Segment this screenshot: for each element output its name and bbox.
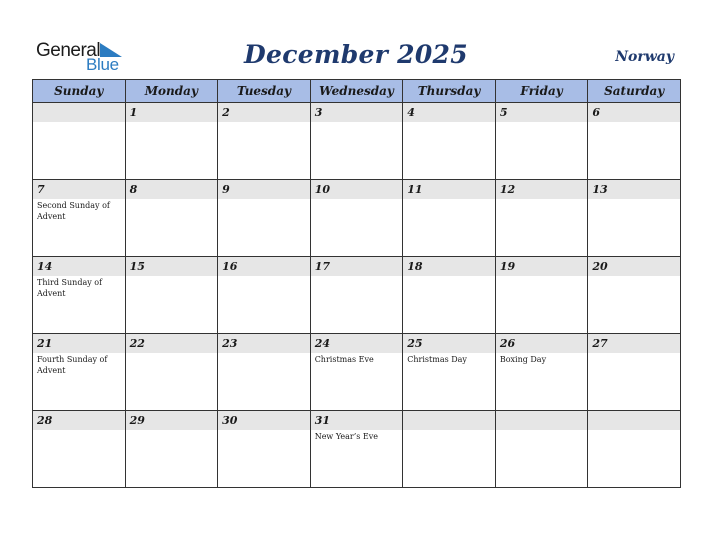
- day-cell: [495, 257, 588, 334]
- weekday-header: Tuesday: [218, 80, 311, 103]
- week-row: [33, 411, 681, 488]
- day-cell: [403, 103, 496, 180]
- day-number: 12: [496, 180, 588, 199]
- week-row: [33, 257, 681, 334]
- day-cell: [588, 411, 681, 488]
- day-number: 14: [33, 257, 125, 276]
- day-number: [496, 411, 588, 430]
- event-label: [33, 122, 125, 123]
- day-number: 1: [126, 103, 218, 122]
- day-number: [588, 411, 680, 430]
- day-cell: [218, 411, 311, 488]
- day-cell: [495, 411, 588, 488]
- day-cell: [125, 411, 218, 488]
- day-number: 19: [496, 257, 588, 276]
- event-label: [496, 276, 588, 277]
- day-cell: [33, 180, 126, 257]
- day-cell: [403, 180, 496, 257]
- day-number: 3: [311, 103, 403, 122]
- event-label: [311, 122, 403, 123]
- event-label: [403, 199, 495, 200]
- day-cell: [218, 334, 311, 411]
- day-number: 6: [588, 103, 680, 122]
- day-number: 22: [126, 334, 218, 353]
- day-number: 15: [126, 257, 218, 276]
- day-cell: [33, 334, 126, 411]
- event-label: [496, 430, 588, 431]
- event-label: Third Sunday of Advent: [37, 278, 103, 298]
- day-number: 10: [311, 180, 403, 199]
- day-number: 13: [588, 180, 680, 199]
- day-cell: [125, 103, 218, 180]
- logo-general-text: General: [36, 40, 101, 61]
- event-label: [588, 276, 680, 277]
- week-row: [33, 180, 681, 257]
- day-number: 28: [33, 411, 125, 430]
- day-cell: [588, 103, 681, 180]
- calendar-title: December 2025: [244, 40, 468, 69]
- day-cell: [495, 180, 588, 257]
- day-number: 25: [403, 334, 495, 353]
- event-label: [311, 199, 403, 200]
- day-cell: [403, 334, 496, 411]
- event-label: [588, 122, 680, 123]
- day-cell: [125, 180, 218, 257]
- event-label: [126, 276, 218, 277]
- event-label: [33, 430, 125, 431]
- day-cell: [218, 257, 311, 334]
- day-number: [403, 411, 495, 430]
- day-cell: [403, 257, 496, 334]
- day-number: 16: [218, 257, 310, 276]
- day-number: 9: [218, 180, 310, 199]
- event-label: [496, 122, 588, 123]
- day-number: 29: [126, 411, 218, 430]
- day-cell: [310, 180, 403, 257]
- event-label: [126, 353, 218, 354]
- day-number: 5: [496, 103, 588, 122]
- day-number: [33, 103, 125, 122]
- day-number: 24: [311, 334, 403, 353]
- day-number: 8: [126, 180, 218, 199]
- day-cell: [33, 257, 126, 334]
- event-label: Second Sunday of Advent: [37, 201, 110, 221]
- day-cell: [33, 411, 126, 488]
- day-cell: [403, 411, 496, 488]
- day-number: 31: [311, 411, 403, 430]
- weekday-header-row: [33, 80, 681, 103]
- event-label: Boxing Day: [499, 355, 547, 364]
- country-label: Norway: [615, 49, 674, 65]
- event-label: Christmas Day: [407, 355, 467, 364]
- event-label: [403, 430, 495, 431]
- event-label: [403, 276, 495, 277]
- day-number: 27: [588, 334, 680, 353]
- event-label: [403, 122, 495, 123]
- day-number: 18: [403, 257, 495, 276]
- day-cell: [310, 334, 403, 411]
- day-cell: [495, 103, 588, 180]
- weekday-header: Monday: [125, 80, 218, 103]
- event-label: [218, 430, 310, 431]
- day-cell: [125, 334, 218, 411]
- day-number: 26: [496, 334, 588, 353]
- week-row: [33, 334, 681, 411]
- logo-blue-text: Blue: [86, 55, 119, 74]
- day-number: 20: [588, 257, 680, 276]
- day-cell: [495, 334, 588, 411]
- day-cell: [310, 103, 403, 180]
- event-label: [218, 276, 310, 277]
- day-number: 7: [33, 180, 125, 199]
- day-cell: [588, 334, 681, 411]
- day-number: 30: [218, 411, 310, 430]
- event-label: [218, 199, 310, 200]
- day-cell: [588, 180, 681, 257]
- event-label: [588, 199, 680, 200]
- day-cell: [218, 180, 311, 257]
- weekday-header: Friday: [495, 80, 588, 103]
- event-label: [126, 122, 218, 123]
- day-number: 2: [218, 103, 310, 122]
- weekday-header: Sunday: [33, 80, 126, 103]
- week-row: [33, 103, 681, 180]
- event-label: [126, 199, 218, 200]
- weekday-header: Wednesday: [310, 80, 403, 103]
- day-number: 4: [403, 103, 495, 122]
- event-label: Fourth Sunday of Advent: [37, 355, 108, 375]
- day-cell: [310, 411, 403, 488]
- event-label: New Year’s Eve: [314, 432, 379, 441]
- day-cell: [33, 103, 126, 180]
- day-cell: [125, 257, 218, 334]
- event-label: [218, 353, 310, 354]
- calendar-grid: [32, 79, 681, 488]
- event-label: [588, 353, 680, 354]
- event-label: Christmas Eve: [314, 355, 374, 364]
- day-number: 17: [311, 257, 403, 276]
- event-label: [126, 430, 218, 431]
- event-label: [588, 430, 680, 431]
- day-number: 21: [33, 334, 125, 353]
- day-cell: [310, 257, 403, 334]
- day-number: 11: [403, 180, 495, 199]
- weekday-header: Saturday: [588, 80, 681, 103]
- event-label: [218, 122, 310, 123]
- weekday-header: Thursday: [403, 80, 496, 103]
- event-label: [311, 276, 403, 277]
- day-cell: [218, 103, 311, 180]
- day-cell: [588, 257, 681, 334]
- day-number: 23: [218, 334, 310, 353]
- event-label: [496, 199, 588, 200]
